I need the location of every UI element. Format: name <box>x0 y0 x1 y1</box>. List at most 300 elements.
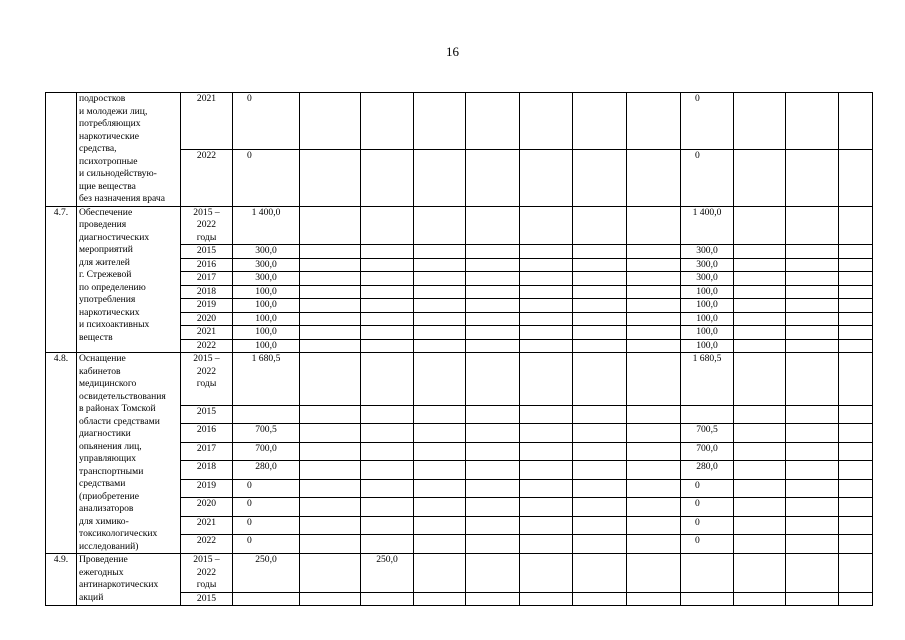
year-cell: 2015 <box>181 245 233 259</box>
regional-budget-cell <box>361 516 414 535</box>
year-cell: 2015 – 2022 годы <box>181 206 233 245</box>
total-cell: 300,0 <box>233 245 300 259</box>
table-body <box>46 93 873 606</box>
empty-cell <box>466 535 520 554</box>
empty-cell <box>414 442 466 461</box>
empty-cell <box>414 272 466 286</box>
empty-cell <box>520 424 573 443</box>
empty-cell <box>839 535 873 554</box>
empty-cell <box>414 312 466 326</box>
other-sources-cell: 100,0 <box>681 299 734 313</box>
year-cell: 2016 <box>181 258 233 272</box>
regional-budget-cell <box>361 258 414 272</box>
empty-cell <box>786 424 839 443</box>
empty-cell <box>466 516 520 535</box>
item-description: Обеспечение проведения диагностических мероприятий для жителей г. Стрежевой по определению употребления наркотических и психоактивных веществ <box>77 206 181 353</box>
regional-budget-cell <box>361 149 414 206</box>
total-cell: 700,0 <box>233 442 300 461</box>
empty-cell <box>627 479 681 498</box>
year-cell: 2018 <box>181 461 233 480</box>
empty-cell <box>627 312 681 326</box>
empty-cell <box>466 326 520 340</box>
empty-cell <box>520 405 573 424</box>
empty-cell <box>627 245 681 259</box>
total-cell: 300,0 <box>233 272 300 286</box>
empty-cell <box>573 206 627 245</box>
empty-cell <box>300 479 361 498</box>
regional-budget-cell <box>361 299 414 313</box>
total-cell: 100,0 <box>233 312 300 326</box>
empty-cell <box>466 592 520 606</box>
regional-budget-cell <box>361 93 414 150</box>
empty-cell <box>520 326 573 340</box>
empty-cell <box>734 245 786 259</box>
empty-cell <box>414 424 466 443</box>
total-cell: 0 <box>233 149 300 206</box>
total-cell: 700,5 <box>233 424 300 443</box>
empty-cell <box>734 312 786 326</box>
empty-cell <box>627 285 681 299</box>
empty-cell <box>734 498 786 517</box>
other-sources-cell: 280,0 <box>681 461 734 480</box>
other-sources-cell: 300,0 <box>681 245 734 259</box>
empty-cell <box>734 326 786 340</box>
empty-cell <box>839 498 873 517</box>
empty-cell <box>414 592 466 606</box>
empty-cell <box>839 339 873 353</box>
empty-cell <box>520 149 573 206</box>
empty-cell <box>466 272 520 286</box>
empty-cell <box>466 405 520 424</box>
empty-cell <box>734 516 786 535</box>
empty-cell <box>839 554 873 593</box>
total-cell: 0 <box>233 498 300 517</box>
regional-budget-cell <box>361 535 414 554</box>
empty-cell <box>573 535 627 554</box>
empty-cell <box>627 149 681 206</box>
other-sources-cell <box>681 592 734 606</box>
other-sources-cell: 300,0 <box>681 272 734 286</box>
empty-cell <box>520 461 573 480</box>
other-sources-cell: 0 <box>681 498 734 517</box>
empty-cell <box>734 339 786 353</box>
empty-cell <box>786 312 839 326</box>
empty-cell <box>300 592 361 606</box>
empty-cell <box>734 206 786 245</box>
other-sources-cell: 300,0 <box>681 258 734 272</box>
empty-cell <box>466 299 520 313</box>
empty-cell <box>414 149 466 206</box>
regional-budget-cell <box>361 285 414 299</box>
empty-cell <box>839 461 873 480</box>
empty-cell <box>839 312 873 326</box>
empty-cell <box>466 206 520 245</box>
empty-cell <box>573 442 627 461</box>
total-cell <box>233 592 300 606</box>
total-cell: 0 <box>233 516 300 535</box>
year-cell: 2016 <box>181 424 233 443</box>
empty-cell <box>786 149 839 206</box>
empty-cell <box>414 206 466 245</box>
empty-cell <box>520 272 573 286</box>
empty-cell <box>734 272 786 286</box>
empty-cell <box>520 93 573 150</box>
empty-cell <box>300 149 361 206</box>
empty-cell <box>300 353 361 406</box>
other-sources-cell: 100,0 <box>681 326 734 340</box>
empty-cell <box>573 405 627 424</box>
empty-cell <box>734 479 786 498</box>
regional-budget-cell <box>361 405 414 424</box>
table-row <box>46 353 873 406</box>
total-cell: 0 <box>233 479 300 498</box>
empty-cell <box>520 312 573 326</box>
other-sources-cell: 0 <box>681 535 734 554</box>
empty-cell <box>573 93 627 150</box>
empty-cell <box>786 258 839 272</box>
empty-cell <box>786 339 839 353</box>
year-cell: 2015 <box>181 592 233 606</box>
other-sources-cell: 0 <box>681 516 734 535</box>
empty-cell <box>839 405 873 424</box>
empty-cell <box>573 326 627 340</box>
empty-cell <box>786 498 839 517</box>
empty-cell <box>466 498 520 517</box>
regional-budget-cell: 250,0 <box>361 554 414 593</box>
empty-cell <box>466 339 520 353</box>
year-cell: 2017 <box>181 442 233 461</box>
empty-cell <box>839 285 873 299</box>
empty-cell <box>414 326 466 340</box>
empty-cell <box>627 535 681 554</box>
year-cell: 2022 <box>181 149 233 206</box>
empty-cell <box>520 206 573 245</box>
empty-cell <box>839 149 873 206</box>
year-cell: 2015 <box>181 405 233 424</box>
empty-cell <box>734 461 786 480</box>
other-sources-cell: 100,0 <box>681 339 734 353</box>
year-cell: 2015 – 2022 годы <box>181 554 233 593</box>
regional-budget-cell <box>361 326 414 340</box>
year-cell: 2020 <box>181 498 233 517</box>
empty-cell <box>839 93 873 150</box>
year-cell: 2022 <box>181 535 233 554</box>
empty-cell <box>734 93 786 150</box>
empty-cell <box>573 461 627 480</box>
regional-budget-cell <box>361 461 414 480</box>
regional-budget-cell <box>361 442 414 461</box>
empty-cell <box>627 405 681 424</box>
empty-cell <box>786 516 839 535</box>
empty-cell <box>734 535 786 554</box>
empty-cell <box>734 424 786 443</box>
table-row <box>46 554 873 593</box>
empty-cell <box>573 516 627 535</box>
empty-cell <box>786 461 839 480</box>
empty-cell <box>839 442 873 461</box>
other-sources-cell: 0 <box>681 149 734 206</box>
empty-cell <box>520 535 573 554</box>
empty-cell <box>414 516 466 535</box>
empty-cell <box>466 93 520 150</box>
empty-cell <box>414 353 466 406</box>
empty-cell <box>300 93 361 150</box>
empty-cell <box>734 554 786 593</box>
empty-cell <box>300 516 361 535</box>
empty-cell <box>520 479 573 498</box>
year-cell: 2018 <box>181 285 233 299</box>
item-description: Проведение ежегодных антинаркотических акций <box>77 554 181 606</box>
empty-cell <box>300 461 361 480</box>
empty-cell <box>734 299 786 313</box>
empty-cell <box>520 258 573 272</box>
empty-cell <box>734 592 786 606</box>
empty-cell <box>734 405 786 424</box>
other-sources-cell: 0 <box>681 479 734 498</box>
year-cell: 2021 <box>181 326 233 340</box>
total-cell: 100,0 <box>233 339 300 353</box>
empty-cell <box>839 326 873 340</box>
empty-cell <box>627 424 681 443</box>
empty-cell <box>573 479 627 498</box>
regional-budget-cell <box>361 312 414 326</box>
empty-cell <box>300 498 361 517</box>
year-cell: 2020 <box>181 312 233 326</box>
total-cell: 100,0 <box>233 326 300 340</box>
other-sources-cell: 700,5 <box>681 424 734 443</box>
empty-cell <box>300 535 361 554</box>
total-cell: 300,0 <box>233 258 300 272</box>
total-cell: 0 <box>233 93 300 150</box>
empty-cell <box>786 245 839 259</box>
empty-cell <box>414 461 466 480</box>
empty-cell <box>466 442 520 461</box>
empty-cell <box>786 535 839 554</box>
empty-cell <box>300 312 361 326</box>
empty-cell <box>466 424 520 443</box>
total-cell <box>233 405 300 424</box>
empty-cell <box>786 206 839 245</box>
year-cell: 2017 <box>181 272 233 286</box>
item-number: 4.8. <box>46 353 77 554</box>
empty-cell <box>573 554 627 593</box>
regional-budget-cell <box>361 479 414 498</box>
empty-cell <box>300 442 361 461</box>
item-number <box>46 93 77 207</box>
empty-cell <box>300 258 361 272</box>
empty-cell <box>520 516 573 535</box>
empty-cell <box>627 442 681 461</box>
empty-cell <box>300 326 361 340</box>
empty-cell <box>300 245 361 259</box>
empty-cell <box>627 339 681 353</box>
empty-cell <box>786 479 839 498</box>
empty-cell <box>520 498 573 517</box>
empty-cell <box>627 93 681 150</box>
empty-cell <box>520 245 573 259</box>
empty-cell <box>573 353 627 406</box>
regional-budget-cell <box>361 498 414 517</box>
total-cell: 280,0 <box>233 461 300 480</box>
empty-cell <box>786 326 839 340</box>
empty-cell <box>300 405 361 424</box>
empty-cell <box>627 498 681 517</box>
empty-cell <box>573 498 627 517</box>
total-cell: 100,0 <box>233 285 300 299</box>
empty-cell <box>414 299 466 313</box>
regional-budget-cell <box>361 339 414 353</box>
empty-cell <box>839 592 873 606</box>
empty-cell <box>786 272 839 286</box>
empty-cell <box>786 93 839 150</box>
total-cell: 1 400,0 <box>233 206 300 245</box>
year-cell: 2021 <box>181 516 233 535</box>
empty-cell <box>573 299 627 313</box>
empty-cell <box>466 461 520 480</box>
empty-cell <box>414 479 466 498</box>
empty-cell <box>839 479 873 498</box>
empty-cell <box>414 339 466 353</box>
empty-cell <box>734 285 786 299</box>
empty-cell <box>520 299 573 313</box>
empty-cell <box>466 353 520 406</box>
empty-cell <box>414 258 466 272</box>
empty-cell <box>573 424 627 443</box>
item-description: Оснащение кабинетов медицинского освидетельствования в районах Томской области средствами диагностики опьянения лиц, управляющих транспортными средствами (приобретение анализаторов для химико- токсикологических исследований) <box>77 353 181 554</box>
empty-cell <box>839 206 873 245</box>
item-number: 4.9. <box>46 554 77 606</box>
empty-cell <box>839 516 873 535</box>
regional-budget-cell <box>361 245 414 259</box>
year-cell: 2019 <box>181 479 233 498</box>
empty-cell <box>734 149 786 206</box>
year-cell: 2019 <box>181 299 233 313</box>
empty-cell <box>520 339 573 353</box>
empty-cell <box>627 516 681 535</box>
empty-cell <box>734 353 786 406</box>
program-table <box>45 92 873 606</box>
empty-cell <box>627 326 681 340</box>
empty-cell <box>734 258 786 272</box>
regional-budget-cell <box>361 272 414 286</box>
empty-cell <box>466 285 520 299</box>
empty-cell <box>414 245 466 259</box>
empty-cell <box>839 258 873 272</box>
empty-cell <box>627 461 681 480</box>
empty-cell <box>627 206 681 245</box>
empty-cell <box>520 285 573 299</box>
empty-cell <box>786 592 839 606</box>
other-sources-cell: 1 680,5 <box>681 353 734 406</box>
empty-cell <box>627 272 681 286</box>
empty-cell <box>786 442 839 461</box>
empty-cell <box>520 592 573 606</box>
total-cell: 1 680,5 <box>233 353 300 406</box>
other-sources-cell: 700,0 <box>681 442 734 461</box>
empty-cell <box>627 353 681 406</box>
empty-cell <box>414 405 466 424</box>
other-sources-cell: 100,0 <box>681 312 734 326</box>
empty-cell <box>466 149 520 206</box>
empty-cell <box>466 554 520 593</box>
empty-cell <box>786 285 839 299</box>
empty-cell <box>786 299 839 313</box>
empty-cell <box>573 245 627 259</box>
empty-cell <box>300 206 361 245</box>
page-number: 16 <box>446 44 459 59</box>
empty-cell <box>300 285 361 299</box>
empty-cell <box>839 272 873 286</box>
other-sources-cell: 0 <box>681 93 734 150</box>
empty-cell <box>627 299 681 313</box>
year-cell: 2022 <box>181 339 233 353</box>
empty-cell <box>300 299 361 313</box>
empty-cell <box>466 245 520 259</box>
empty-cell <box>414 554 466 593</box>
year-cell: 2015 – 2022 годы <box>181 353 233 406</box>
empty-cell <box>573 285 627 299</box>
empty-cell <box>466 312 520 326</box>
table-row <box>46 93 873 150</box>
empty-cell <box>839 353 873 406</box>
empty-cell <box>786 353 839 406</box>
empty-cell <box>573 339 627 353</box>
empty-cell <box>300 339 361 353</box>
table-row <box>46 206 873 245</box>
item-description: подростков и молодежи лиц, потребляющих наркотические средства, психотропные и сильнодействую- щие вещества без назначения врача <box>77 93 181 207</box>
empty-cell <box>573 592 627 606</box>
empty-cell <box>300 554 361 593</box>
empty-cell <box>627 554 681 593</box>
other-sources-cell <box>681 554 734 593</box>
empty-cell <box>414 285 466 299</box>
empty-cell <box>786 554 839 593</box>
empty-cell <box>414 498 466 517</box>
other-sources-cell <box>681 405 734 424</box>
empty-cell <box>300 272 361 286</box>
empty-cell <box>573 272 627 286</box>
empty-cell <box>520 442 573 461</box>
empty-cell <box>466 258 520 272</box>
empty-cell <box>414 535 466 554</box>
empty-cell <box>627 258 681 272</box>
empty-cell <box>734 442 786 461</box>
regional-budget-cell <box>361 592 414 606</box>
item-number: 4.7. <box>46 206 77 353</box>
empty-cell <box>839 245 873 259</box>
total-cell: 0 <box>233 535 300 554</box>
empty-cell <box>573 149 627 206</box>
empty-cell <box>786 405 839 424</box>
regional-budget-cell <box>361 206 414 245</box>
empty-cell <box>414 93 466 150</box>
empty-cell <box>839 424 873 443</box>
empty-cell <box>627 592 681 606</box>
year-cell: 2021 <box>181 93 233 150</box>
empty-cell <box>520 554 573 593</box>
regional-budget-cell <box>361 353 414 406</box>
regional-budget-cell <box>361 424 414 443</box>
empty-cell <box>520 353 573 406</box>
other-sources-cell: 1 400,0 <box>681 206 734 245</box>
total-cell: 100,0 <box>233 299 300 313</box>
empty-cell <box>839 299 873 313</box>
empty-cell <box>300 424 361 443</box>
empty-cell <box>573 258 627 272</box>
empty-cell <box>466 479 520 498</box>
empty-cell <box>573 312 627 326</box>
total-cell: 250,0 <box>233 554 300 593</box>
